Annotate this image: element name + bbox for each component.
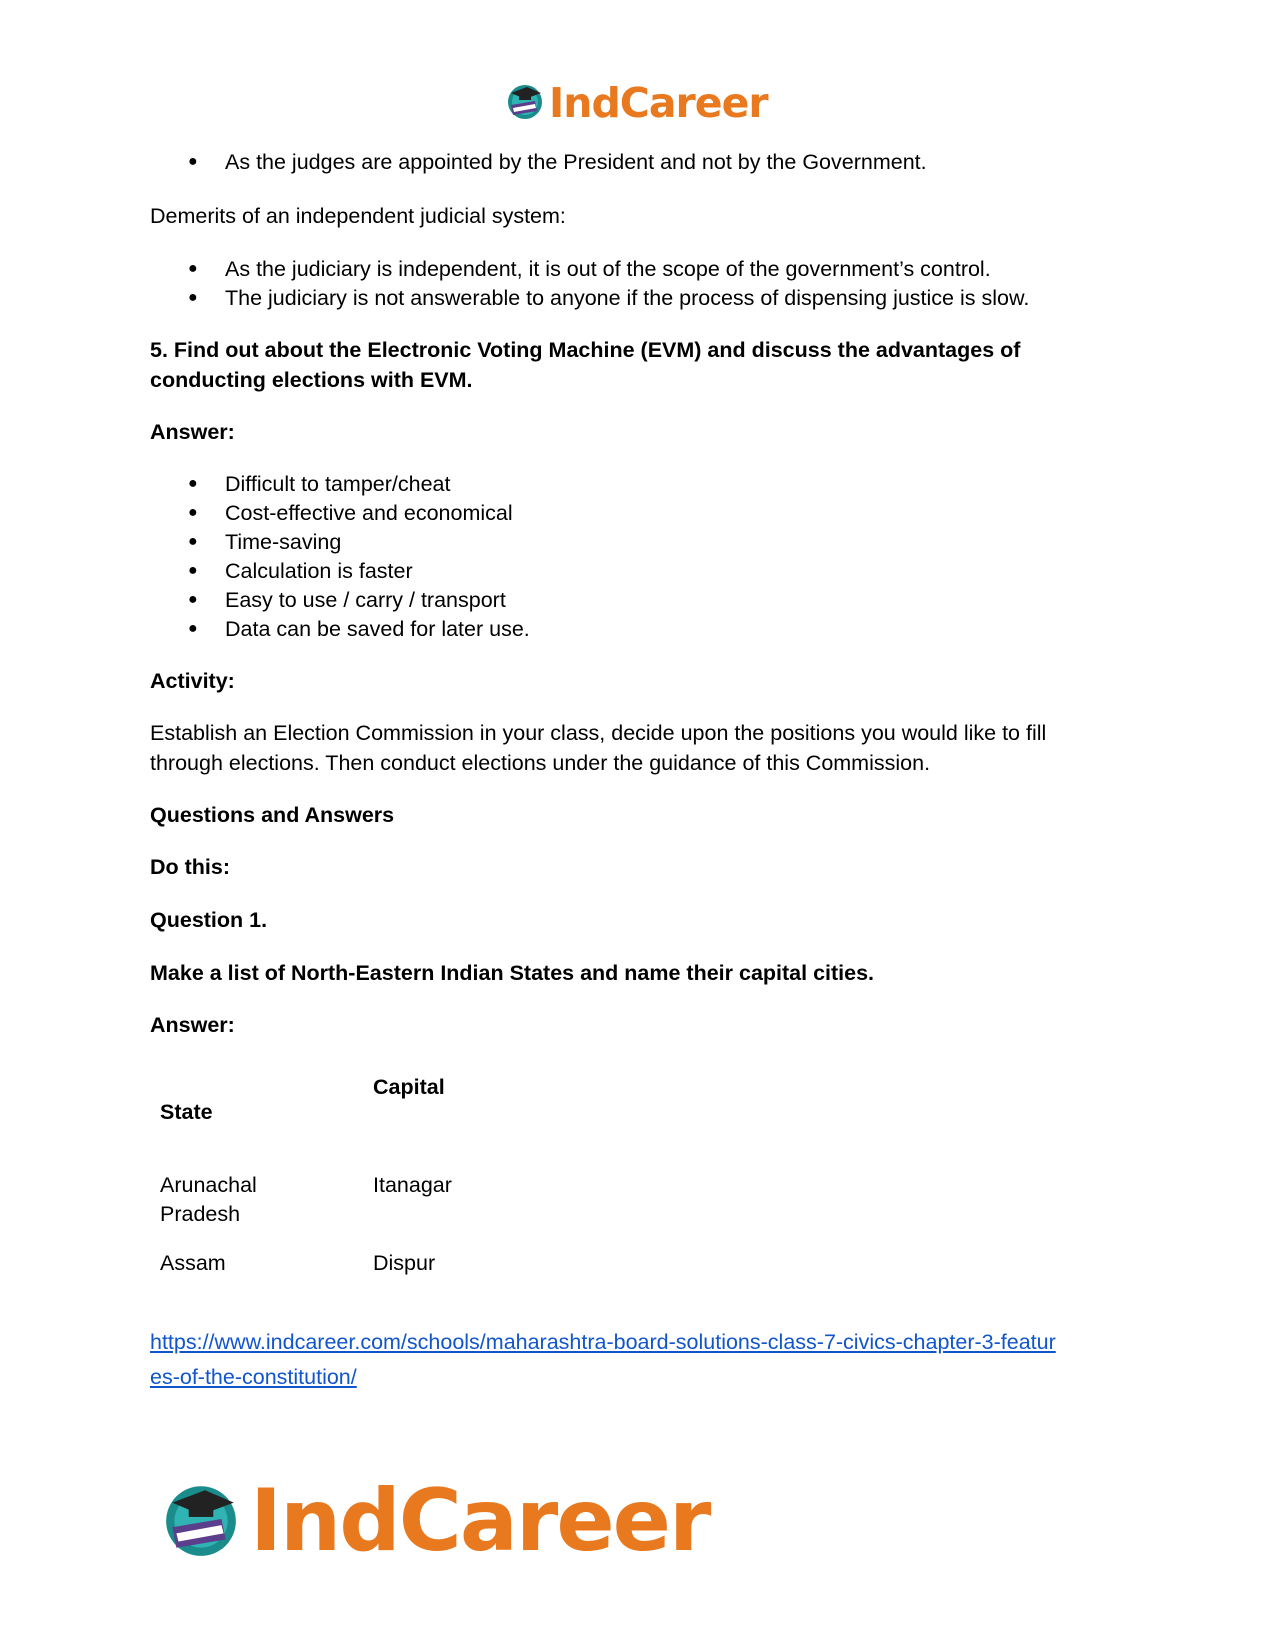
graduation-cap-book-globe-icon	[160, 1478, 242, 1565]
source-link[interactable]: https://www.indcareer.com/schools/maharashtra-board-solutions-class-7-civics-chapter-3-featur	[150, 1330, 1056, 1354]
activity-line2: through elections. Then conduct elections under the guidance of this Commission.	[150, 751, 931, 775]
answer-label: Answer:	[150, 420, 235, 444]
demerits-heading: Demerits of an independent judicial system:	[150, 204, 566, 228]
question-1-text: Make a list of North-Eastern Indian States and name their capital cities.	[150, 961, 875, 985]
graduation-cap-book-globe-icon	[505, 81, 545, 126]
table-cell-capital: Dispur	[373, 1251, 436, 1275]
activity-label: Activity:	[150, 669, 235, 693]
answer-label: Answer:	[150, 1013, 235, 1037]
table-cell-state: Assam	[160, 1251, 226, 1275]
footer-logo	[160, 1473, 709, 1569]
question-5-line1: 5. Find out about the Electronic Voting Machine (EVM) and discuss the advantages of	[150, 338, 1021, 362]
source-link-continued[interactable]: es-of-the-constitution/	[150, 1365, 357, 1389]
question-1-label: Question 1.	[150, 908, 268, 932]
logo-text: IndCareer	[549, 78, 768, 127]
do-this-label: Do this:	[150, 855, 231, 879]
question-5-line2: conducting elections with EVM.	[150, 368, 473, 392]
qa-heading: Questions and Answers	[150, 803, 395, 827]
table-cell-capital: Itanagar	[373, 1173, 452, 1197]
logo-text: IndCareer	[250, 1471, 710, 1571]
activity-line1: Establish an Election Commission in your class, decide upon the positions you would like to fill	[150, 721, 1047, 745]
table-cell-state: Pradesh	[160, 1202, 241, 1226]
table-header-capital: Capital	[373, 1075, 445, 1099]
table-cell-state: Arunachal	[160, 1173, 257, 1197]
table-header-state: State	[160, 1100, 213, 1124]
header-logo	[505, 78, 768, 128]
